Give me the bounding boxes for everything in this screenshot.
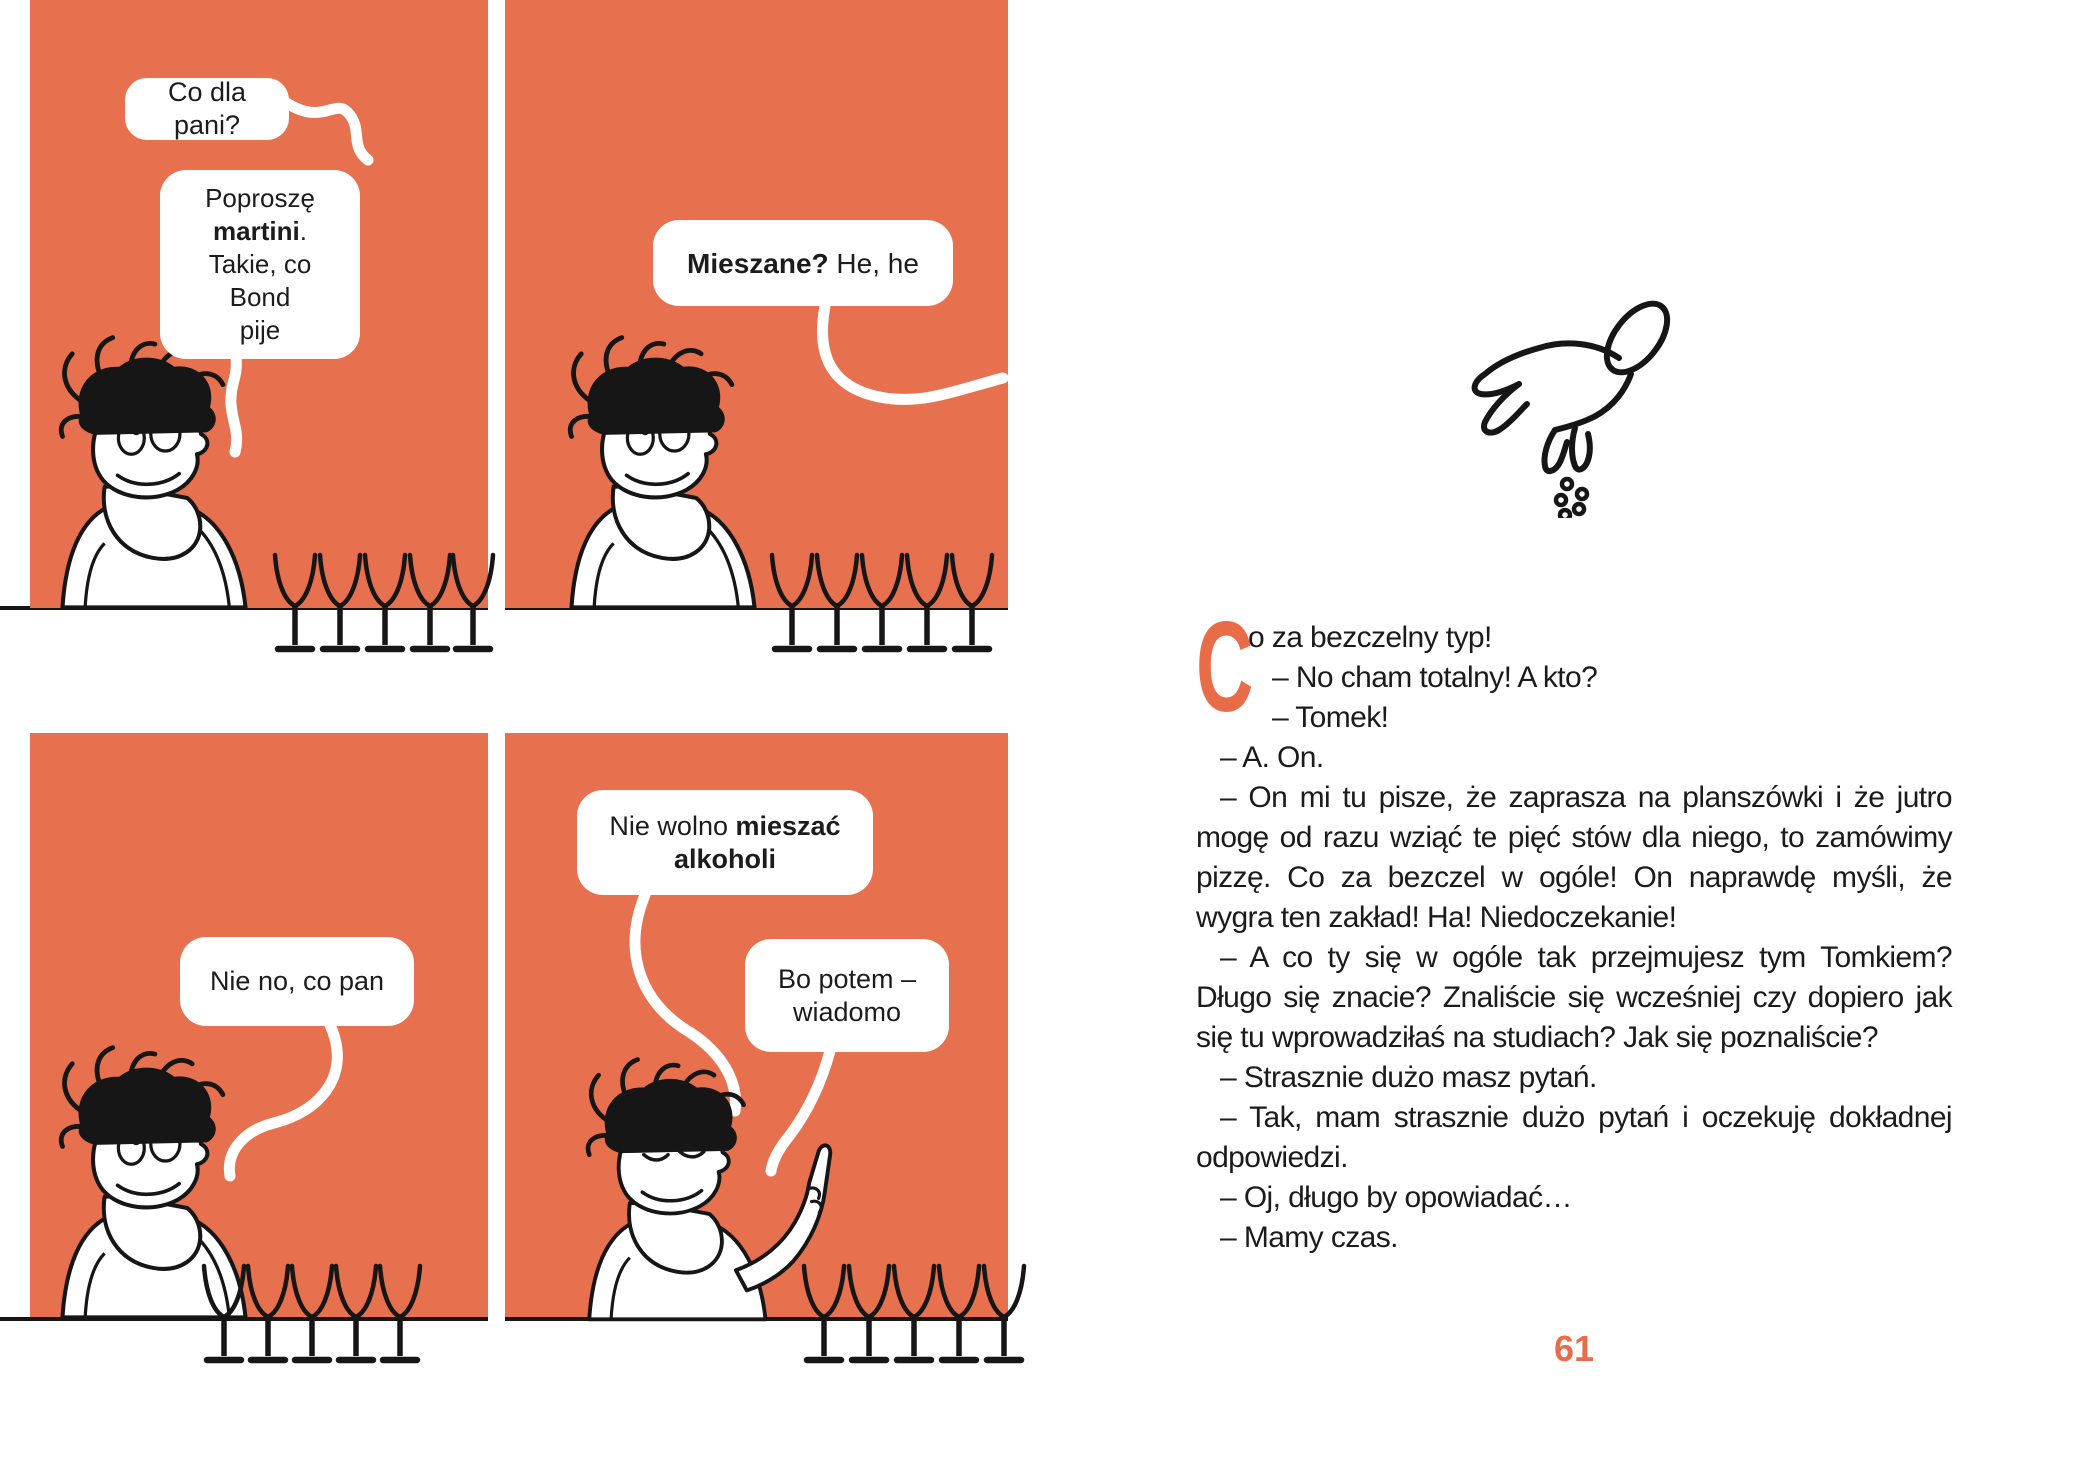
story-paragraph: – Strasznie dużo masz pytań. bbox=[1220, 1061, 1597, 1094]
drop-cap: C bbox=[1196, 596, 1253, 739]
comic-panel-1 bbox=[30, 0, 488, 665]
speech-bubble bbox=[160, 170, 360, 359]
story-paragraph: – Tak, mam strasznie dużo pytań i oczekuję dokładnej odpowiedzi. bbox=[1196, 1101, 1952, 1174]
story-paragraph: o za bezczelny typ! bbox=[1248, 621, 1492, 654]
wine-glasses-row bbox=[804, 1266, 1024, 1360]
speech-bubble-text: Nie wolno mieszać alkoholi bbox=[609, 810, 841, 874]
story-paragraph: – A co ty się w ogóle tak przejmujesz tym Tomkiem? Długo się znacie? Znaliście się wcześniej czy dopiero jak się tu wprowadziłaś na studiach? Jak się poznaliście? bbox=[1196, 941, 1952, 1054]
panel-3-artwork bbox=[30, 733, 488, 1378]
story-paragraph: – A. On. bbox=[1220, 741, 1324, 774]
woman-character-pointing bbox=[588, 1060, 830, 1320]
woman-character bbox=[61, 338, 245, 608]
speech-bubble bbox=[125, 78, 289, 140]
story-paragraph: – On mi tu pisze, że zaprasza na planszówki i że jutro mogę od razu wziąć te pięć stów dla niego, to zamówimy pizzę. Co za bezczel w ogóle! On naprawdę myśli, że wygra ten zakład! Ha! Niedoczekanie! bbox=[1196, 781, 1952, 934]
comic-panel-2 bbox=[505, 0, 1008, 665]
speech-bubble-text: Co dla pani? bbox=[167, 77, 247, 140]
speech-bubble-text: Bo potem – wiadomo bbox=[777, 963, 917, 1027]
opening-paragraph bbox=[1196, 596, 1952, 739]
comic-panel-3 bbox=[30, 733, 488, 1378]
story-paragraph: – Oj, długo by opowiadać… bbox=[1220, 1181, 1572, 1214]
story-paragraph: – Tomek! bbox=[1272, 701, 1389, 734]
speech-bubble-tail bbox=[285, 102, 368, 160]
speech-bubble-tail bbox=[635, 895, 736, 1111]
comic-panel-4 bbox=[505, 733, 1008, 1378]
speech-bubble-text: Poproszę martini. Takie, co Bond pije bbox=[205, 183, 315, 345]
story-text-column bbox=[1196, 596, 1952, 1258]
wine-glasses-row bbox=[772, 555, 992, 649]
speech-bubble bbox=[745, 939, 949, 1052]
cuff-icon bbox=[1595, 298, 1679, 383]
woman-character bbox=[61, 1048, 245, 1318]
falling-grains bbox=[1556, 479, 1587, 518]
page-number: 61 bbox=[1553, 1328, 1595, 1369]
sprinkling-hand-illustration bbox=[1455, 298, 1685, 518]
speech-bubble bbox=[577, 790, 873, 895]
speech-bubble-tail bbox=[229, 1025, 337, 1176]
story-paragraph: – No cham totalny! A kto? bbox=[1272, 661, 1598, 694]
woman-character bbox=[570, 338, 754, 608]
speech-bubble-tail bbox=[823, 306, 1004, 399]
wine-glasses-row bbox=[275, 555, 493, 649]
panel-2-artwork bbox=[505, 0, 1008, 665]
speech-bubble-text: Nie no, co pan bbox=[209, 966, 385, 996]
story-paragraph: – Mamy czas. bbox=[1220, 1221, 1398, 1254]
speech-bubble bbox=[653, 220, 953, 306]
speech-bubble bbox=[180, 937, 414, 1026]
speech-bubble-text: Mieszane? He, he bbox=[687, 247, 919, 279]
